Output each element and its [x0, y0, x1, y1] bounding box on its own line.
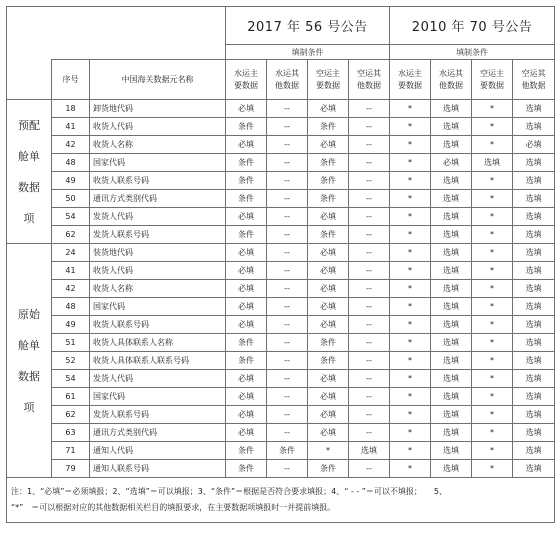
header-name: 中国海关数据元名称 — [90, 60, 226, 100]
cell-condition: * — [472, 190, 513, 208]
header-group-2010: 2010 年 70 号公告 — [390, 7, 555, 45]
cell-condition: 必填 — [226, 208, 267, 226]
cell-condition: 必填 — [308, 100, 349, 118]
cell-condition: 条件 — [308, 154, 349, 172]
header-condition-col — [513, 60, 555, 100]
cell-condition: 条件 — [308, 190, 349, 208]
table-header — [7, 7, 555, 100]
note-row — [7, 478, 555, 523]
cell-condition: * — [472, 298, 513, 316]
cell-condition: 选填 — [513, 424, 555, 442]
cell-condition: -- — [349, 388, 390, 406]
cell-condition: 必填 — [308, 424, 349, 442]
cell-condition: 必填 — [308, 388, 349, 406]
header-group-2017: 2017 年 56 号公告 — [226, 7, 390, 45]
cell-name: 国家代码 — [90, 154, 226, 172]
table-row — [7, 388, 555, 406]
customs-data-table-container — [6, 6, 554, 523]
group-label-line: 原始 — [18, 307, 40, 321]
header-condition-line: 水运其 — [439, 68, 464, 78]
cell-condition: 必填 — [226, 388, 267, 406]
cell-condition: 选填 — [513, 298, 555, 316]
cell-condition: * — [472, 100, 513, 118]
header-condition-col — [267, 60, 308, 100]
group-label-line: 数据 — [18, 369, 40, 383]
cell-condition: -- — [349, 406, 390, 424]
cell-seq: 42 — [52, 136, 90, 154]
cell-condition: 必填 — [226, 298, 267, 316]
cell-seq: 42 — [52, 280, 90, 298]
cell-condition: 条件 — [267, 442, 308, 460]
cell-seq: 49 — [52, 172, 90, 190]
cell-condition: 必填 — [308, 370, 349, 388]
header-fill-condition-2010: 填制条件 — [390, 45, 555, 60]
cell-condition: -- — [349, 118, 390, 136]
cell-condition: 必填 — [226, 136, 267, 154]
cell-condition: 选填 — [513, 244, 555, 262]
cell-name: 收货人联系号码 — [90, 316, 226, 334]
cell-name: 收货人代码 — [90, 262, 226, 280]
cell-condition: * — [472, 316, 513, 334]
cell-condition: * — [472, 460, 513, 478]
header-condition-line: 水运主 — [398, 68, 423, 78]
table-note-line: 注：1、“必填”＝必须填报；2、“选填”＝可以填报；3、“条件”＝根据是否符合要求填报；4、“ - - ”＝可以不填报； 5、 — [11, 487, 448, 496]
cell-condition: 选填 — [431, 334, 472, 352]
cell-condition: * — [390, 334, 431, 352]
cell-condition: * — [390, 298, 431, 316]
table-row — [7, 118, 555, 136]
group-label-line: 预配 — [18, 118, 40, 132]
header-condition-col — [226, 60, 267, 100]
table-body — [7, 100, 555, 523]
cell-condition: 选填 — [513, 190, 555, 208]
cell-condition: * — [472, 118, 513, 136]
cell-condition: 选填 — [431, 424, 472, 442]
table-row — [7, 424, 555, 442]
cell-seq: 48 — [52, 298, 90, 316]
cell-condition: * — [390, 316, 431, 334]
header-condition-col — [431, 60, 472, 100]
header-condition-line: 空运主 — [316, 68, 341, 78]
cell-condition: * — [390, 100, 431, 118]
cell-seq: 61 — [52, 388, 90, 406]
cell-condition: * — [472, 172, 513, 190]
cell-condition: 选填 — [431, 172, 472, 190]
cell-condition: -- — [267, 136, 308, 154]
table-row — [7, 172, 555, 190]
cell-condition: -- — [349, 100, 390, 118]
cell-condition: 选填 — [431, 370, 472, 388]
table-row — [7, 280, 555, 298]
table-row — [7, 406, 555, 424]
cell-condition: 条件 — [226, 118, 267, 136]
cell-condition: 选填 — [513, 406, 555, 424]
cell-condition: 条件 — [308, 460, 349, 478]
header-condition-line: 他数据 — [357, 80, 382, 90]
cell-condition: -- — [349, 136, 390, 154]
header-seq: 序号 — [52, 60, 90, 100]
cell-seq: 63 — [52, 424, 90, 442]
cell-condition: 选填 — [513, 262, 555, 280]
cell-condition: * — [472, 442, 513, 460]
cell-condition: 选填 — [513, 334, 555, 352]
cell-condition: -- — [267, 352, 308, 370]
cell-condition: -- — [349, 334, 390, 352]
cell-condition: 选填 — [431, 298, 472, 316]
cell-condition: 条件 — [226, 190, 267, 208]
cell-condition: 选填 — [431, 208, 472, 226]
cell-condition: 选填 — [431, 280, 472, 298]
header-condition-line: 空运其 — [521, 68, 546, 78]
cell-condition: 选填 — [431, 136, 472, 154]
cell-condition: 选填 — [431, 406, 472, 424]
cell-condition: -- — [267, 424, 308, 442]
table-row — [7, 442, 555, 460]
cell-condition: 选填 — [513, 280, 555, 298]
cell-name: 发货人联系号码 — [90, 226, 226, 244]
header-condition-line: 空运主 — [480, 68, 505, 78]
cell-condition: * — [390, 280, 431, 298]
cell-condition: * — [390, 352, 431, 370]
cell-condition: -- — [349, 154, 390, 172]
cell-condition: 必填 — [226, 244, 267, 262]
cell-condition: -- — [349, 424, 390, 442]
group-label-line: 舱单 — [18, 338, 40, 352]
cell-condition: -- — [349, 460, 390, 478]
cell-condition: 选填 — [349, 442, 390, 460]
cell-condition: 条件 — [226, 334, 267, 352]
cell-condition: -- — [349, 298, 390, 316]
cell-condition: 选填 — [431, 388, 472, 406]
cell-condition: 必填 — [226, 262, 267, 280]
table-note-line: “*” ＝可以根据对应的其他数据相关栏目的填报要求，在主要数据项填报时一并提前填报。 — [11, 503, 336, 512]
cell-name: 收货人名称 — [90, 280, 226, 298]
cell-condition: * — [472, 136, 513, 154]
group-label-line: 数据 — [18, 180, 40, 194]
cell-condition: -- — [267, 100, 308, 118]
cell-condition: * — [390, 388, 431, 406]
cell-condition: -- — [349, 244, 390, 262]
cell-condition: * — [390, 442, 431, 460]
cell-condition: -- — [349, 190, 390, 208]
cell-condition: 条件 — [226, 172, 267, 190]
cell-condition: -- — [349, 352, 390, 370]
cell-condition: 必填 — [226, 100, 267, 118]
cell-name: 通知人联系号码 — [90, 460, 226, 478]
header-condition-col — [308, 60, 349, 100]
cell-condition: 必填 — [226, 316, 267, 334]
cell-condition: 选填 — [431, 190, 472, 208]
cell-condition: * — [390, 172, 431, 190]
cell-condition: * — [472, 370, 513, 388]
cell-condition: 选填 — [513, 316, 555, 334]
cell-condition: -- — [267, 388, 308, 406]
cell-condition: 条件 — [226, 226, 267, 244]
cell-seq: 79 — [52, 460, 90, 478]
cell-condition: -- — [349, 370, 390, 388]
cell-condition: * — [472, 334, 513, 352]
cell-name: 收货人具体联系人联系号码 — [90, 352, 226, 370]
cell-name: 国家代码 — [90, 298, 226, 316]
header-condition-line: 他数据 — [439, 80, 464, 90]
cell-seq: 51 — [52, 334, 90, 352]
cell-condition: -- — [267, 406, 308, 424]
cell-seq: 62 — [52, 226, 90, 244]
cell-condition: * — [472, 352, 513, 370]
cell-condition: 条件 — [308, 334, 349, 352]
cell-condition: 必填 — [308, 262, 349, 280]
cell-name: 发货人联系号码 — [90, 406, 226, 424]
cell-condition: 必填 — [226, 280, 267, 298]
cell-condition: * — [390, 154, 431, 172]
cell-name: 通讯方式类别代码 — [90, 424, 226, 442]
cell-condition: * — [472, 262, 513, 280]
group-label — [7, 100, 52, 244]
cell-condition: -- — [267, 190, 308, 208]
table-row — [7, 154, 555, 172]
cell-condition: * — [472, 424, 513, 442]
cell-condition: 选填 — [431, 316, 472, 334]
cell-condition: 必填 — [308, 316, 349, 334]
group-label-line: 项 — [23, 211, 35, 225]
header-condition-line: 他数据 — [521, 80, 546, 90]
cell-condition: * — [390, 262, 431, 280]
cell-condition: -- — [267, 154, 308, 172]
cell-seq: 50 — [52, 190, 90, 208]
header-blank-corner — [7, 60, 52, 100]
table-row — [7, 334, 555, 352]
cell-condition: 选填 — [513, 154, 555, 172]
table-row — [7, 460, 555, 478]
header-condition-line: 要数据 — [316, 80, 341, 90]
cell-condition: 条件 — [308, 172, 349, 190]
cell-condition: 必填 — [226, 370, 267, 388]
cell-seq: 24 — [52, 244, 90, 262]
header-condition-line: 要数据 — [234, 80, 259, 90]
group-label-line: 项 — [23, 400, 35, 414]
cell-name: 通知人代码 — [90, 442, 226, 460]
cell-name: 装货地代码 — [90, 244, 226, 262]
header-condition-col — [390, 60, 431, 100]
cell-condition: * — [390, 244, 431, 262]
cell-condition: 选填 — [513, 460, 555, 478]
table-row — [7, 226, 555, 244]
cell-seq: 71 — [52, 442, 90, 460]
cell-seq: 54 — [52, 370, 90, 388]
header-blank — [7, 7, 226, 60]
cell-condition: 必填 — [308, 280, 349, 298]
cell-name: 收货人代码 — [90, 118, 226, 136]
table-row — [7, 244, 555, 262]
cell-condition: * — [390, 370, 431, 388]
cell-condition: 必填 — [513, 136, 555, 154]
cell-condition: 选填 — [431, 118, 472, 136]
header-condition-line: 要数据 — [398, 80, 423, 90]
cell-condition: -- — [267, 172, 308, 190]
table-row — [7, 190, 555, 208]
cell-condition: * — [390, 208, 431, 226]
cell-condition: * — [390, 190, 431, 208]
cell-condition: 必填 — [308, 208, 349, 226]
cell-condition: * — [390, 136, 431, 154]
cell-condition: 条件 — [226, 442, 267, 460]
cell-name: 收货人具体联系人名称 — [90, 334, 226, 352]
table-row — [7, 100, 555, 118]
header-condition-line: 水运主 — [234, 68, 259, 78]
cell-condition: -- — [267, 280, 308, 298]
table-row — [7, 352, 555, 370]
cell-name: 收货人联系号码 — [90, 172, 226, 190]
cell-name: 国家代码 — [90, 388, 226, 406]
cell-condition: 选填 — [513, 352, 555, 370]
cell-condition: * — [390, 226, 431, 244]
cell-condition: 必填 — [308, 136, 349, 154]
cell-condition: -- — [267, 262, 308, 280]
cell-condition: 选填 — [431, 442, 472, 460]
cell-condition: -- — [267, 370, 308, 388]
table-row — [7, 262, 555, 280]
cell-condition: -- — [349, 262, 390, 280]
cell-condition: * — [390, 406, 431, 424]
cell-seq: 18 — [52, 100, 90, 118]
cell-condition: -- — [349, 280, 390, 298]
cell-seq: 48 — [52, 154, 90, 172]
cell-condition: 必填 — [308, 298, 349, 316]
cell-condition: -- — [267, 118, 308, 136]
cell-condition: -- — [267, 334, 308, 352]
cell-condition: -- — [267, 208, 308, 226]
group-label — [7, 244, 52, 478]
cell-condition: 选填 — [431, 262, 472, 280]
cell-condition: 选填 — [513, 100, 555, 118]
cell-condition: * — [472, 388, 513, 406]
cell-condition: -- — [349, 172, 390, 190]
cell-condition: 条件 — [226, 352, 267, 370]
cell-seq: 41 — [52, 262, 90, 280]
cell-seq: 54 — [52, 208, 90, 226]
cell-condition: 必填 — [431, 154, 472, 172]
cell-condition: 条件 — [308, 226, 349, 244]
cell-condition: -- — [267, 460, 308, 478]
cell-condition: 选填 — [431, 352, 472, 370]
cell-condition: 必填 — [308, 244, 349, 262]
cell-name: 发货人代码 — [90, 208, 226, 226]
cell-condition: -- — [349, 226, 390, 244]
cell-seq: 62 — [52, 406, 90, 424]
header-condition-line: 要数据 — [480, 80, 505, 90]
cell-condition: 必填 — [226, 406, 267, 424]
cell-condition: 选填 — [513, 442, 555, 460]
header-condition-col — [349, 60, 390, 100]
cell-seq: 52 — [52, 352, 90, 370]
cell-condition: * — [472, 244, 513, 262]
cell-condition: * — [390, 460, 431, 478]
table-row — [7, 370, 555, 388]
cell-condition: 选填 — [513, 226, 555, 244]
cell-condition: * — [390, 424, 431, 442]
cell-condition: * — [472, 208, 513, 226]
cell-condition: 选填 — [431, 244, 472, 262]
cell-condition: 必填 — [226, 424, 267, 442]
table-row — [7, 136, 555, 154]
cell-seq: 41 — [52, 118, 90, 136]
cell-condition: 选填 — [513, 370, 555, 388]
cell-condition: -- — [267, 298, 308, 316]
cell-condition: -- — [267, 226, 308, 244]
table-row — [7, 316, 555, 334]
header-condition-line: 他数据 — [275, 80, 300, 90]
cell-condition: 条件 — [226, 460, 267, 478]
cell-condition: 选填 — [513, 118, 555, 136]
cell-condition: 选填 — [513, 388, 555, 406]
cell-condition: * — [472, 226, 513, 244]
table-note — [7, 478, 555, 523]
cell-seq: 49 — [52, 316, 90, 334]
cell-condition: 条件 — [226, 154, 267, 172]
group-label-line: 舱单 — [18, 149, 40, 163]
cell-condition: 选填 — [431, 460, 472, 478]
cell-name: 发货人代码 — [90, 370, 226, 388]
cell-condition: 必填 — [308, 406, 349, 424]
cell-condition: 选填 — [513, 208, 555, 226]
table-row — [7, 208, 555, 226]
customs-data-table — [6, 6, 555, 523]
cell-condition: -- — [267, 244, 308, 262]
cell-condition: 选填 — [431, 226, 472, 244]
cell-condition: * — [472, 406, 513, 424]
cell-condition: -- — [267, 316, 308, 334]
cell-condition: 选填 — [513, 172, 555, 190]
cell-condition: -- — [349, 208, 390, 226]
cell-condition: * — [472, 280, 513, 298]
cell-condition: 条件 — [308, 118, 349, 136]
cell-condition: 条件 — [308, 352, 349, 370]
cell-name: 卸货地代码 — [90, 100, 226, 118]
table-row — [7, 298, 555, 316]
cell-condition: 选填 — [431, 100, 472, 118]
cell-name: 通讯方式类别代码 — [90, 190, 226, 208]
header-condition-line: 空运其 — [357, 68, 382, 78]
header-fill-condition-2017: 填制条件 — [226, 45, 390, 60]
cell-condition: * — [308, 442, 349, 460]
cell-name: 收货人名称 — [90, 136, 226, 154]
header-condition-col — [472, 60, 513, 100]
cell-condition: * — [390, 118, 431, 136]
header-condition-line: 水运其 — [275, 68, 300, 78]
cell-condition: 选填 — [472, 154, 513, 172]
cell-condition: -- — [349, 316, 390, 334]
